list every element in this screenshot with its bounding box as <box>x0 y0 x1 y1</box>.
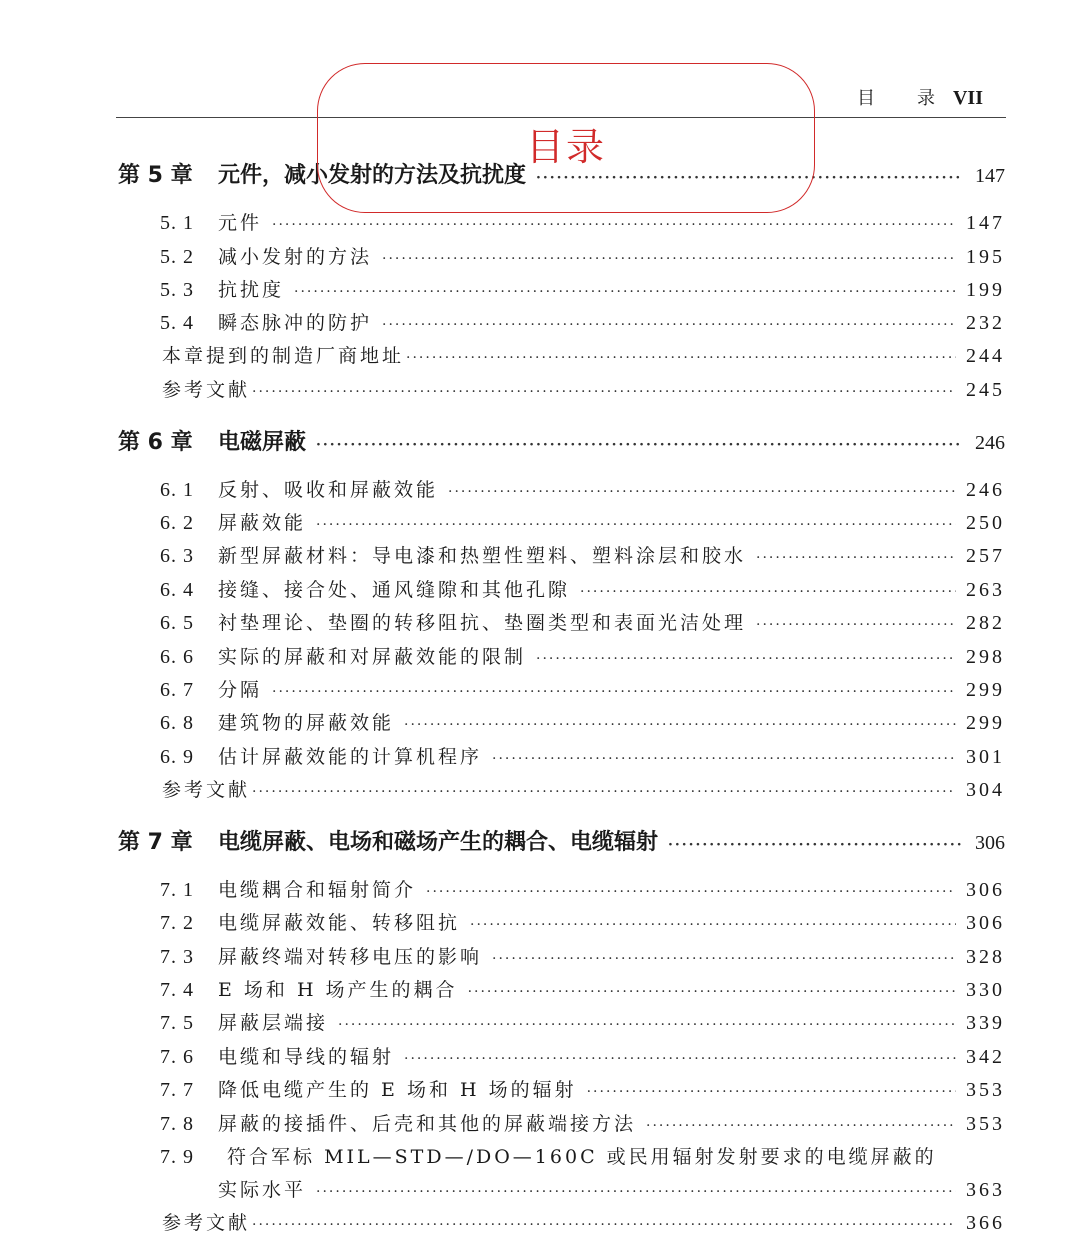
section-title: 屏蔽层端接 <box>218 1012 329 1034</box>
page-number: 328 <box>966 946 1005 968</box>
section-title-continued: 实际水平 <box>218 1179 307 1201</box>
toc-entry-references-5[interactable] <box>162 375 1005 402</box>
toc-entry-6-6[interactable] <box>160 642 1005 669</box>
dot-leader <box>404 1051 956 1067</box>
chapter-number: 第 5 章 <box>118 163 193 188</box>
dot-leader <box>406 350 956 366</box>
dot-leader <box>536 651 956 667</box>
section-number: 6. 5 <box>160 612 194 634</box>
section-title: 建筑物的屏蔽效能 <box>218 712 395 734</box>
page-header <box>857 84 983 110</box>
dot-leader <box>492 751 956 767</box>
chapter-title: 元件，减小发射的方法及抗扰度 <box>218 163 527 188</box>
toc-entry-7-7[interactable] <box>160 1075 1005 1102</box>
page-number: 199 <box>966 279 1005 301</box>
page-number: 246 <box>966 479 1005 501</box>
section-number: 5. 4 <box>160 312 194 334</box>
dot-leader <box>756 617 956 633</box>
chapter-7-entry[interactable] <box>118 825 1005 856</box>
section-number: 7. 7 <box>160 1079 194 1101</box>
entry-title: 参考文献 <box>162 779 251 801</box>
section-number: 6. 9 <box>160 746 194 768</box>
entry-title: 参考文献 <box>162 1212 251 1234</box>
toc-entry-references-6[interactable] <box>162 775 1005 802</box>
page-number: 298 <box>966 646 1005 668</box>
dot-leader <box>668 837 961 853</box>
chapter-title: 电磁屏蔽 <box>218 430 307 455</box>
section-number: 7. 5 <box>160 1012 194 1034</box>
page-number: 232 <box>966 312 1005 334</box>
dot-leader <box>646 1118 956 1134</box>
dot-leader <box>470 917 956 933</box>
dot-leader <box>580 584 956 600</box>
page-number: 330 <box>966 979 1005 1001</box>
dot-leader <box>272 684 956 700</box>
section-title: 电缆耦合和辐射简介 <box>218 879 417 901</box>
page-number: 363 <box>966 1179 1005 1201</box>
section-title: E 场和 H 场产生的耦合 <box>218 979 458 1001</box>
page-number: 353 <box>966 1079 1005 1101</box>
entry-title: 参考文献 <box>162 379 251 401</box>
toc-entry-6-7[interactable] <box>160 675 1005 702</box>
section-number: 7. 2 <box>160 912 194 934</box>
toc-entry-6-2[interactable] <box>160 508 1005 535</box>
toc-entry-7-6[interactable] <box>160 1042 1005 1069</box>
dot-leader <box>316 517 956 533</box>
page-number: 147 <box>966 212 1005 234</box>
chapter-number: 第 6 章 <box>118 430 193 455</box>
page-number: 195 <box>966 246 1005 268</box>
section-number: 7. 3 <box>160 946 194 968</box>
section-title: 降低电缆产生的 E 场和 H 场的辐射 <box>218 1079 577 1101</box>
dot-leader <box>468 984 956 1000</box>
section-title: 电缆和导线的辐射 <box>218 1046 395 1068</box>
section-number: 7. 1 <box>160 879 194 901</box>
toc-entry-6-5[interactable] <box>160 608 1005 635</box>
section-number: 6. 3 <box>160 545 194 567</box>
section-title: 符合军标 MIL—STD—/DO—160C 或民用辐射发射要求的电缆屏蔽的 <box>227 1146 937 1168</box>
page-number: 306 <box>966 879 1005 901</box>
page-number: 339 <box>966 1012 1005 1034</box>
toc-entry-5-2[interactable] <box>160 242 1005 269</box>
toc-entry-5-4[interactable] <box>160 308 1005 335</box>
toc-entry-5-3[interactable] <box>160 275 1005 302</box>
page-number: 246 <box>975 432 1005 454</box>
page-number: 299 <box>966 679 1005 701</box>
red-annotation-stamp <box>317 63 815 213</box>
toc-entry-7-2[interactable] <box>160 908 1005 935</box>
page-number: 245 <box>966 379 1005 401</box>
page-number: 306 <box>966 912 1005 934</box>
dot-leader <box>252 1217 956 1233</box>
page-number: 342 <box>966 1046 1005 1068</box>
section-title: 估计屏蔽效能的计算机程序 <box>218 746 483 768</box>
section-title: 屏蔽的接插件、后壳和其他的屏蔽端接方法 <box>218 1113 637 1135</box>
dot-leader <box>587 1084 956 1100</box>
section-title: 分隔 <box>218 679 263 701</box>
chapter-6-entry[interactable] <box>118 425 1005 456</box>
toc-entry-6-3[interactable] <box>160 541 1005 568</box>
stamp-label: 目录 <box>525 125 606 169</box>
toc-entry-6-8[interactable] <box>160 708 1005 735</box>
section-number: 5. 3 <box>160 279 194 301</box>
dot-leader <box>448 484 956 500</box>
section-number: 6. 1 <box>160 479 194 501</box>
toc-entry-7-8[interactable] <box>160 1109 1005 1136</box>
dot-leader <box>316 437 961 453</box>
page-number: 353 <box>966 1113 1005 1135</box>
toc-entry-manufacturers[interactable] <box>162 341 1005 368</box>
section-number: 6. 6 <box>160 646 194 668</box>
section-title: 实际的屏蔽和对屏蔽效能的限制 <box>218 646 527 668</box>
page-number: 244 <box>966 345 1005 367</box>
section-title: 屏蔽效能 <box>218 512 307 534</box>
page-number: 301 <box>966 746 1005 768</box>
section-title: 电缆屏蔽效能、转移阻抗 <box>218 912 461 934</box>
dot-leader <box>756 550 956 566</box>
page-number: 250 <box>966 512 1005 534</box>
section-title: 瞬态脉冲的防护 <box>218 312 373 334</box>
section-number: 5. 1 <box>160 212 194 234</box>
section-number: 7. 6 <box>160 1046 194 1068</box>
toc-entry-7-3[interactable] <box>160 942 1005 969</box>
dot-leader <box>338 1017 956 1033</box>
toc-entry-6-1[interactable] <box>160 475 1005 502</box>
section-number: 7. 4 <box>160 979 194 1001</box>
page-number: 147 <box>975 165 1005 187</box>
section-title: 新型屏蔽材料：导电漆和热塑性塑料、塑料涂层和胶水 <box>218 545 747 567</box>
dot-leader <box>492 951 956 967</box>
dot-leader <box>316 1184 956 1200</box>
dot-leader <box>382 251 956 267</box>
entry-title: 本章提到的制造厂商地址 <box>162 345 405 367</box>
toc-entry-references-7[interactable] <box>162 1208 1005 1235</box>
dot-leader <box>404 717 956 733</box>
chapter-title: 电缆屏蔽、电场和磁场产生的耦合、电缆辐射 <box>218 830 659 855</box>
section-title: 元件 <box>218 212 263 234</box>
page-number: 282 <box>966 612 1005 634</box>
dot-leader <box>252 784 956 800</box>
section-title: 衬垫理论、垫圈的转移阻抗、垫圈类型和表面光洁处理 <box>218 612 747 634</box>
section-title: 屏蔽终端对转移电压的影响 <box>218 946 483 968</box>
toc-entry-6-9[interactable] <box>160 742 1005 769</box>
section-title: 减小发射的方法 <box>218 246 373 268</box>
toc-entry-7-9-line1[interactable] <box>160 1142 937 1169</box>
toc-entry-7-1[interactable] <box>160 875 1005 902</box>
page-number: 263 <box>966 579 1005 601</box>
section-number: 7. 9 <box>160 1146 194 1168</box>
page-number: 306 <box>975 832 1005 854</box>
section-number: 5. 2 <box>160 246 194 268</box>
toc-entry-7-4[interactable] <box>160 975 1005 1002</box>
dot-leader <box>252 384 956 400</box>
section-number: 6. 7 <box>160 679 194 701</box>
toc-entry-6-4[interactable] <box>160 575 1005 602</box>
section-title: 反射、吸收和屏蔽效能 <box>218 479 439 501</box>
page-number: 304 <box>966 779 1005 801</box>
dot-leader <box>426 884 956 900</box>
header-lu: 录 <box>916 88 935 109</box>
header-mu: 目 <box>856 88 875 109</box>
section-title: 抗扰度 <box>218 279 285 301</box>
section-number: 6. 2 <box>160 512 194 534</box>
page-number: 257 <box>966 545 1005 567</box>
section-number: 7. 8 <box>160 1113 194 1135</box>
header-page-number: VII <box>952 87 983 109</box>
toc-entry-7-9-line2[interactable] <box>218 1175 1005 1202</box>
page-number: 299 <box>966 712 1005 734</box>
chapter-number: 第 7 章 <box>118 830 193 855</box>
dot-leader <box>382 317 956 333</box>
page-number: 366 <box>966 1212 1005 1234</box>
dot-leader <box>294 284 956 300</box>
toc-entry-7-5[interactable] <box>160 1008 1005 1035</box>
section-number: 6. 8 <box>160 712 194 734</box>
section-number: 6. 4 <box>160 579 194 601</box>
dot-leader <box>272 217 956 233</box>
section-title: 接缝、接合处、通风缝隙和其他孔隙 <box>218 579 571 601</box>
